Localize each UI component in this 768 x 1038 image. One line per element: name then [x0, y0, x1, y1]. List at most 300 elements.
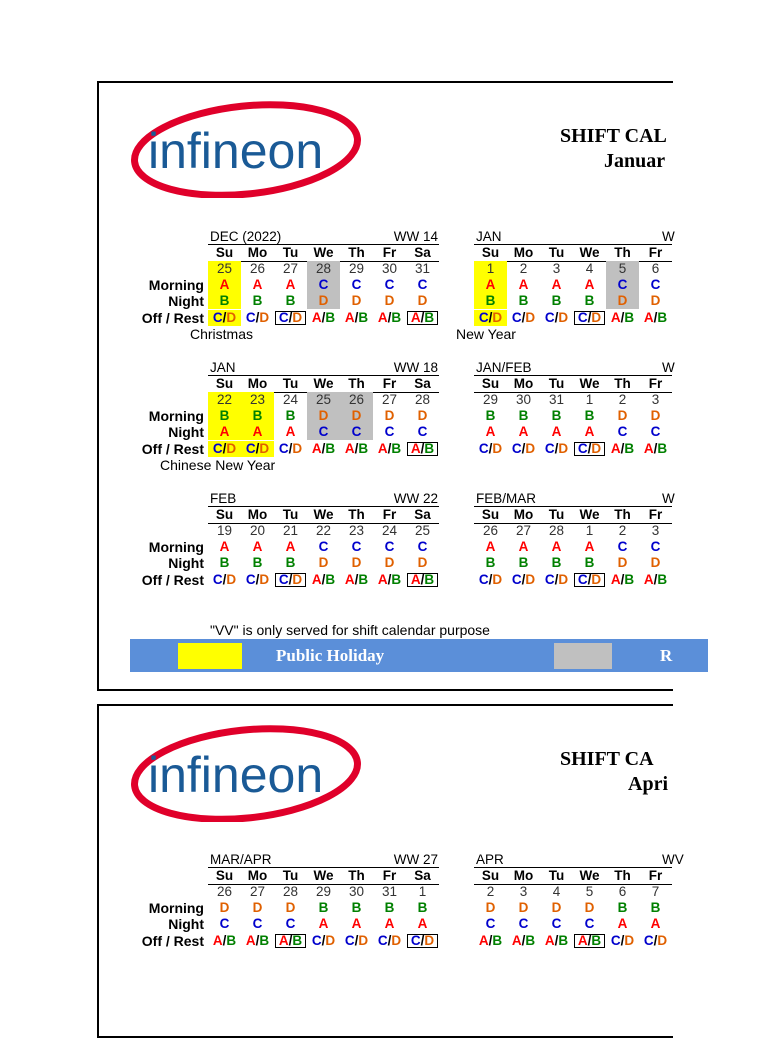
rest-shift-first: C	[245, 572, 256, 587]
rest-cell: A/B	[478, 933, 503, 948]
night-shift-cell: B	[584, 293, 595, 308]
rest-cell: A/B	[406, 572, 439, 588]
date-cell: 30	[381, 261, 398, 276]
date-cell: 22	[208, 392, 241, 408]
day-name: Mo	[513, 245, 534, 260]
rest-cell: C/D	[511, 572, 536, 587]
night-shift-cell: D	[417, 293, 428, 308]
rest-shift-second: D	[391, 933, 402, 948]
day-name: Th	[348, 245, 365, 260]
morning-shift-cell: B	[241, 408, 274, 424]
rest-shift-second: B	[424, 310, 435, 325]
night-shift-cell: C	[485, 916, 496, 931]
morning-shift-cell: C	[351, 539, 362, 554]
rest-cell: C/D	[573, 441, 606, 457]
date-cell: 26	[340, 392, 373, 408]
work-week-label: WV	[662, 852, 684, 867]
rest-cell: C/D	[544, 310, 569, 325]
week-label: DEC (2022)	[210, 229, 282, 244]
rest-shift-first: A	[610, 310, 621, 325]
rest-shift-second: B	[492, 933, 503, 948]
morning-shift-cell: C	[384, 539, 395, 554]
rest-shift-first: C	[544, 572, 555, 587]
rest-shift-second: D	[492, 441, 503, 456]
rest-shift-first: A	[643, 441, 654, 456]
rest-shift-first: C	[478, 441, 489, 456]
rest-shift-first: C	[610, 933, 621, 948]
rest-shift-second: B	[657, 572, 668, 587]
day-name: Su	[481, 376, 500, 391]
rest-cell: A/B	[311, 441, 336, 456]
morning-shift-cell: A	[551, 277, 562, 292]
date-cell: 29	[348, 261, 365, 276]
night-shift-cell: C	[650, 424, 661, 439]
rest-shift-first: A	[311, 572, 322, 587]
day-name: Tu	[548, 376, 565, 391]
rest-shift-second: B	[591, 933, 602, 948]
morning-shift-cell: A	[474, 277, 507, 293]
rest-shift-first: C	[377, 933, 388, 948]
rest-shift-second: B	[624, 441, 635, 456]
date-cell: 29	[482, 392, 499, 407]
morning-shift-cell: C	[650, 277, 661, 292]
rest-shift-second: D	[525, 441, 536, 456]
morning-shift-cell: A	[518, 277, 529, 292]
rest-shift-first: A	[610, 441, 621, 456]
date-cell: 3	[651, 392, 660, 407]
night-shift-cell: A	[384, 916, 395, 931]
date-cell: 1	[474, 261, 507, 277]
week-label: JAN	[210, 360, 236, 375]
rest-shift-first: C	[278, 310, 289, 325]
night-shift-cell: B	[252, 293, 263, 308]
rest-shift-first: A	[245, 933, 256, 948]
row-label-night: Night	[168, 424, 204, 440]
day-name: Mo	[513, 507, 534, 522]
rest-cell: A/B	[311, 572, 336, 587]
date-cell: 25	[414, 523, 431, 538]
rest-cell: C/D	[610, 933, 635, 948]
night-shift-cell: C	[340, 424, 373, 440]
rest-shift-first: A	[278, 933, 289, 948]
rest-shift-second: D	[558, 572, 569, 587]
rest-shift-second: B	[391, 441, 402, 456]
morning-shift-cell: B	[351, 900, 362, 915]
date-cell: 2	[618, 523, 627, 538]
date-cell: 27	[515, 523, 532, 538]
rest-shift-second: B	[226, 933, 237, 948]
night-shift-cell: C	[307, 424, 340, 440]
day-name: Tu	[548, 245, 565, 260]
night-shift-cell: A	[318, 916, 329, 931]
night-shift-cell: C	[285, 916, 296, 931]
rest-shift-second: B	[391, 572, 402, 587]
page-subtitle: Januar	[604, 150, 666, 172]
date-cell: 26	[249, 261, 266, 276]
day-name: Tu	[282, 245, 299, 260]
morning-shift-cell: B	[485, 408, 496, 423]
rest-cell: C/D	[544, 572, 569, 587]
night-shift-cell: B	[584, 555, 595, 570]
night-shift-cell: B	[252, 555, 263, 570]
rest-shift-first: C	[311, 933, 322, 948]
rest-shift-second: B	[358, 441, 369, 456]
date-cell: 7	[651, 884, 660, 899]
date-cell: 28	[548, 523, 565, 538]
row-label-rest: Off / Rest	[141, 310, 204, 326]
rest-cell: A/B	[643, 441, 668, 456]
week-header	[476, 360, 704, 375]
rest-shift-second: D	[558, 441, 569, 456]
rest-cell: A/B	[573, 933, 606, 949]
rest-shift-first: C	[212, 310, 223, 325]
rest-shift-first: A	[344, 441, 355, 456]
morning-shift-cell: C	[384, 277, 395, 292]
rest-cell: C/D	[274, 310, 307, 326]
morning-shift-cell: A	[252, 277, 263, 292]
day-name: Th	[614, 376, 631, 391]
rest-cell: A/B	[245, 933, 270, 948]
day-name: Su	[215, 245, 234, 260]
rest-shift-first: A	[344, 310, 355, 325]
day-name: Sa	[414, 245, 431, 260]
night-shift-cell: D	[650, 293, 661, 308]
row-label-rest: Off / Rest	[141, 441, 204, 457]
logo-wordmark: infineon	[148, 123, 324, 179]
date-cell: 27	[381, 392, 398, 407]
rest-shift-second: D	[292, 441, 303, 456]
day-name: Mo	[513, 376, 534, 391]
rest-cell: C/D	[478, 572, 503, 587]
morning-shift-cell: D	[617, 408, 628, 423]
morning-shift-cell: C	[417, 539, 428, 554]
rest-shift-second: B	[391, 310, 402, 325]
night-shift-cell: C	[219, 916, 230, 931]
morning-shift-cell: C	[650, 539, 661, 554]
week-header	[210, 852, 438, 867]
night-shift-cell: A	[518, 424, 529, 439]
rest-shift-second: B	[624, 572, 635, 587]
rest-shift-first: C	[245, 441, 256, 456]
date-cell: 3	[552, 261, 561, 276]
night-shift-cell: A	[485, 424, 496, 439]
date-cell: 28	[282, 884, 299, 899]
rest-shift-first: A	[643, 572, 654, 587]
day-name: Fr	[648, 507, 663, 522]
day-name: Th	[348, 868, 365, 883]
day-name: Fr	[648, 868, 663, 883]
morning-shift-cell: D	[285, 900, 296, 915]
rest-shift-second: D	[259, 572, 270, 587]
rest-shift-second: B	[424, 572, 435, 587]
rest-shift-first: A	[577, 933, 588, 948]
morning-shift-cell: C	[606, 277, 639, 293]
row-label-rest: Off / Rest	[141, 572, 204, 588]
date-cell: 23	[241, 392, 274, 408]
date-cell: 27	[282, 261, 299, 276]
rest-cell: C/D	[245, 572, 270, 587]
date-cell: 25	[307, 392, 340, 408]
rest-cell: C/D	[208, 310, 241, 326]
night-shift-cell: D	[318, 555, 329, 570]
rest-shift-second: D	[525, 310, 536, 325]
rest-cell: C/D	[245, 310, 270, 325]
week-label: MAR/APR	[210, 852, 272, 867]
night-shift-cell: A	[285, 424, 296, 439]
morning-shift-cell: D	[417, 408, 428, 423]
work-week-label: WW 18	[393, 360, 438, 375]
rest-shift-second: B	[325, 572, 336, 587]
rest-day-swatch	[554, 643, 612, 669]
rest-shift-first: C	[544, 310, 555, 325]
day-name: Fr	[648, 245, 663, 260]
rest-shift-first: C	[478, 572, 489, 587]
rest-shift-first: C	[511, 441, 522, 456]
night-shift-cell: D	[351, 555, 362, 570]
night-shift-cell: A	[417, 916, 428, 931]
night-shift-cell: A	[551, 424, 562, 439]
day-name: Th	[348, 376, 365, 391]
night-shift-cell: D	[417, 555, 428, 570]
morning-shift-cell: D	[384, 408, 395, 423]
morning-shift-cell: C	[617, 539, 628, 554]
night-shift-cell: A	[584, 424, 595, 439]
day-name: Su	[481, 507, 500, 522]
row-label-morning: Morning	[148, 277, 204, 293]
date-cell: 6	[618, 884, 627, 899]
day-name: We	[579, 868, 600, 883]
rest-shift-second: D	[358, 933, 369, 948]
work-week-label: WW 22	[393, 491, 438, 506]
rest-shift-first: C	[544, 441, 555, 456]
day-name: Mo	[247, 245, 268, 260]
rest-shift-second: B	[358, 572, 369, 587]
rest-cell: A/B	[311, 310, 336, 325]
rest-legend-label: R	[660, 646, 673, 665]
day-name: Tu	[282, 507, 299, 522]
day-name-row	[474, 244, 672, 262]
week-header	[476, 852, 704, 867]
calendar-week-block	[208, 361, 443, 471]
calendar-week-block	[208, 853, 443, 963]
date-cell: 2	[486, 884, 495, 899]
morning-shift-cell: A	[285, 277, 296, 292]
morning-shift-cell: D	[307, 408, 340, 424]
rest-shift-first: C	[511, 572, 522, 587]
rest-shift-first: C	[344, 933, 355, 948]
rest-shift-second: D	[525, 572, 536, 587]
date-cell: 1	[418, 884, 427, 899]
date-cell: 29	[315, 884, 332, 899]
day-name-row	[208, 867, 439, 885]
night-shift-cell: D	[650, 555, 661, 570]
morning-shift-cell: C	[351, 277, 362, 292]
rest-cell: A/B	[643, 572, 668, 587]
date-cell: 30	[515, 392, 532, 407]
rest-cell: C/D	[208, 441, 241, 457]
day-name: Mo	[247, 376, 268, 391]
rest-cell: A/B	[344, 310, 369, 325]
night-shift-cell: B	[285, 555, 296, 570]
date-cell: 23	[348, 523, 365, 538]
calendar-week-block	[474, 230, 676, 340]
week-header	[476, 491, 704, 506]
rest-cell: C/D	[377, 933, 402, 948]
date-cell: 27	[249, 884, 266, 899]
rest-shift-first: A	[410, 441, 421, 456]
vv-note: "VV" is only served for shift calendar purpose	[210, 622, 490, 638]
day-name: We	[313, 507, 334, 522]
morning-shift-cell: A	[584, 539, 595, 554]
day-name: Fr	[382, 507, 397, 522]
day-name: Fr	[382, 376, 397, 391]
date-cell: 1	[585, 392, 594, 407]
rest-shift-second: D	[492, 310, 503, 325]
page-title: SHIFT CAL	[560, 125, 667, 147]
day-name-row	[474, 867, 672, 885]
morning-shift-cell: B	[551, 408, 562, 423]
page-title: SHIFT CA	[560, 748, 654, 770]
rest-shift-second: D	[624, 933, 635, 948]
rest-shift-first: A	[377, 441, 388, 456]
night-shift-cell: B	[285, 293, 296, 308]
rest-cell: A/B	[406, 441, 439, 457]
date-cell: 3	[519, 884, 528, 899]
holiday-swatch	[178, 643, 242, 669]
day-name-row	[208, 375, 439, 393]
morning-shift-cell: A	[219, 539, 230, 554]
rest-shift-second: D	[591, 572, 602, 587]
day-name-row	[474, 506, 672, 524]
rest-shift-first: A	[410, 572, 421, 587]
rest-cell: A/B	[274, 933, 307, 949]
rest-cell: C/D	[511, 310, 536, 325]
date-cell: 30	[348, 884, 365, 899]
row-label-morning: Morning	[148, 408, 204, 424]
rest-cell: C/D	[278, 441, 303, 456]
morning-shift-cell: A	[285, 539, 296, 554]
rest-cell: A/B	[212, 933, 237, 948]
holiday-note: New Year	[456, 326, 516, 342]
day-name: We	[579, 245, 600, 260]
rest-shift-first: A	[544, 933, 555, 948]
rest-shift-second: B	[657, 441, 668, 456]
date-cell: 22	[315, 523, 332, 538]
day-name: Sa	[414, 376, 431, 391]
morning-shift-cell: B	[208, 408, 241, 424]
date-cell: 5	[585, 884, 594, 899]
rest-shift-first: C	[278, 441, 289, 456]
night-shift-cell: C	[518, 916, 529, 931]
day-name: Tu	[282, 376, 299, 391]
day-name: Th	[614, 868, 631, 883]
rest-cell: A/B	[610, 310, 635, 325]
rest-shift-second: B	[657, 310, 668, 325]
week-header	[210, 229, 438, 244]
date-cell: 21	[282, 523, 299, 538]
date-cell: 26	[216, 884, 233, 899]
rest-cell: A/B	[610, 572, 635, 587]
rest-shift-second: D	[259, 310, 270, 325]
night-shift-cell: D	[606, 293, 639, 309]
rest-cell: C/D	[511, 441, 536, 456]
rest-cell: A/B	[344, 572, 369, 587]
rest-shift-first: C	[577, 310, 588, 325]
rest-shift-first: A	[212, 933, 223, 948]
work-week-label: WW 27	[393, 852, 438, 867]
rest-shift-second: B	[325, 441, 336, 456]
rest-cell: A/B	[511, 933, 536, 948]
morning-shift-cell: B	[617, 900, 628, 915]
rest-shift-second: D	[292, 572, 303, 587]
rest-shift-second: B	[325, 310, 336, 325]
rest-shift-first: C	[212, 441, 223, 456]
morning-shift-cell: A	[485, 539, 496, 554]
day-name: Tu	[282, 868, 299, 883]
rest-shift-first: C	[478, 310, 489, 325]
row-label-night: Night	[168, 916, 204, 932]
day-name: Th	[614, 507, 631, 522]
date-cell: 2	[618, 392, 627, 407]
rest-shift-first: C	[511, 310, 522, 325]
holiday-note: Chinese New Year	[160, 457, 276, 473]
night-shift-cell: C	[384, 424, 395, 439]
day-name: Fr	[648, 376, 663, 391]
rest-cell: C/D	[241, 441, 274, 457]
rest-cell: C/D	[212, 572, 237, 587]
day-name-row	[474, 375, 672, 393]
rest-shift-first: A	[410, 310, 421, 325]
morning-shift-cell: D	[518, 900, 529, 915]
day-name: Su	[215, 376, 234, 391]
morning-shift-cell: B	[318, 900, 329, 915]
date-cell: 19	[216, 523, 233, 538]
rest-shift-second: D	[226, 310, 237, 325]
date-cell: 25	[208, 261, 241, 277]
morning-shift-cell: B	[285, 408, 296, 423]
work-week-label: W	[662, 229, 675, 244]
rest-cell: A/B	[610, 441, 635, 456]
night-shift-cell: C	[417, 424, 428, 439]
rest-cell: C/D	[478, 441, 503, 456]
night-shift-cell: A	[617, 916, 628, 931]
work-week-label: WW 14	[393, 229, 438, 244]
day-name: Su	[481, 245, 500, 260]
rest-shift-second: D	[325, 933, 336, 948]
day-name: Tu	[548, 507, 565, 522]
night-shift-cell: C	[551, 916, 562, 931]
rest-shift-first: A	[478, 933, 489, 948]
morning-shift-cell: D	[340, 408, 373, 424]
night-shift-cell: B	[219, 555, 230, 570]
date-cell: 1	[585, 523, 594, 538]
rest-shift-first: A	[311, 441, 322, 456]
night-shift-cell: B	[208, 293, 241, 309]
rest-cell: C/D	[274, 572, 307, 588]
morning-shift-cell: B	[518, 408, 529, 423]
night-shift-cell: A	[351, 916, 362, 931]
week-header	[210, 360, 438, 375]
rest-shift-second: B	[525, 933, 536, 948]
rest-shift-second: B	[624, 310, 635, 325]
date-cell: 31	[381, 884, 398, 899]
night-shift-cell: B	[551, 293, 562, 308]
night-shift-cell: A	[241, 424, 274, 440]
rest-shift-first: C	[577, 441, 588, 456]
rest-shift-second: B	[358, 310, 369, 325]
night-shift-cell: B	[551, 555, 562, 570]
day-name: Fr	[382, 868, 397, 883]
